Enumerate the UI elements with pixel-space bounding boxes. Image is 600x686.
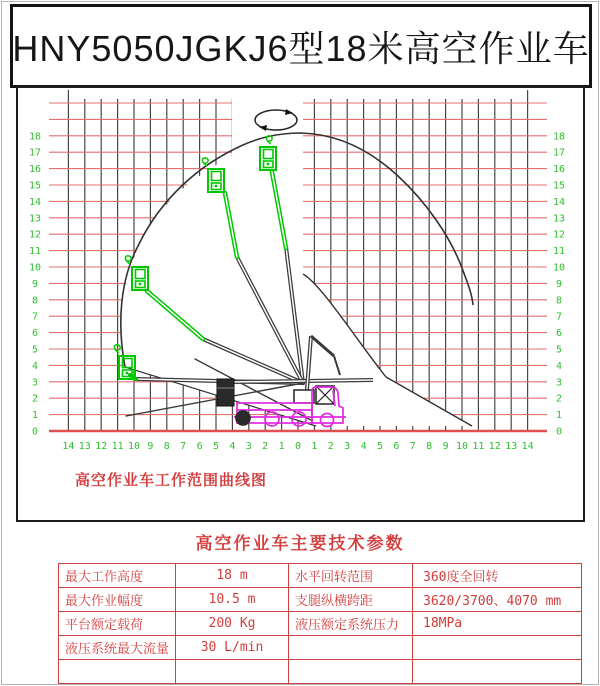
param-value — [413, 660, 582, 684]
svg-text:12: 12 — [95, 441, 108, 452]
param-value: 3620/3700、4070 mm — [413, 588, 582, 612]
svg-text:4: 4 — [555, 360, 563, 372]
svg-text:5: 5 — [555, 344, 563, 356]
svg-text:10: 10 — [127, 441, 141, 452]
param-label: 最大作业幅度 — [59, 588, 176, 612]
svg-text:0: 0 — [31, 426, 39, 438]
table-row — [59, 636, 582, 660]
table-row — [59, 588, 582, 612]
param-label: 液压额定系统压力 — [289, 612, 413, 636]
param-label: 液压系统最大流量 — [59, 636, 176, 660]
svg-text:18: 18 — [552, 131, 566, 143]
svg-text:14: 14 — [28, 196, 42, 208]
svg-text:10: 10 — [552, 262, 566, 274]
svg-text:8: 8 — [555, 295, 563, 307]
work-envelope-diagram — [18, 88, 583, 520]
svg-text:0: 0 — [294, 441, 302, 452]
svg-text:1: 1 — [31, 410, 39, 422]
svg-text:7: 7 — [180, 441, 187, 452]
svg-text:14: 14 — [552, 196, 566, 208]
page-title: HNY5050JGKJ6型18米高空作业车 — [12, 27, 590, 69]
svg-text:17: 17 — [28, 147, 42, 159]
svg-text:13: 13 — [505, 441, 518, 452]
svg-text:5: 5 — [31, 344, 39, 356]
y-axis-labels-right — [553, 131, 565, 437]
svg-text:9: 9 — [442, 441, 449, 452]
svg-text:18: 18 — [28, 131, 42, 143]
svg-text:13: 13 — [78, 441, 91, 452]
param-label — [59, 660, 176, 684]
parameters-table — [58, 563, 582, 684]
turret — [294, 390, 314, 403]
svg-text:9: 9 — [555, 278, 563, 290]
svg-text:7: 7 — [31, 311, 39, 323]
svg-text:4: 4 — [31, 360, 39, 372]
svg-text:16: 16 — [552, 164, 566, 176]
svg-text:12: 12 — [488, 441, 501, 452]
table-title: 高空作业车主要技术参数 — [195, 534, 405, 553]
svg-text:11: 11 — [28, 246, 42, 258]
param-value — [176, 660, 289, 684]
svg-text:4: 4 — [229, 441, 236, 452]
svg-text:14: 14 — [521, 441, 534, 452]
param-label: 最大工作高度 — [59, 564, 176, 588]
svg-text:2: 2 — [327, 441, 334, 452]
svg-text:2: 2 — [262, 441, 269, 452]
svg-text:10: 10 — [28, 262, 42, 274]
table-row — [59, 612, 582, 636]
x-axis-labels — [62, 441, 533, 452]
svg-text:14: 14 — [62, 441, 75, 452]
svg-text:8: 8 — [31, 295, 39, 307]
param-value: 30 L/min — [176, 636, 289, 660]
svg-text:3: 3 — [344, 441, 351, 452]
svg-text:3: 3 — [31, 377, 39, 389]
svg-text:7: 7 — [555, 311, 563, 323]
svg-text:13: 13 — [28, 213, 42, 225]
svg-text:2: 2 — [31, 393, 39, 405]
table-row — [59, 660, 582, 684]
svg-text:1: 1 — [278, 441, 285, 452]
param-value — [413, 636, 582, 660]
param-label — [289, 636, 413, 660]
param-value: 200 Kg — [176, 612, 289, 636]
param-value: 18 m — [176, 564, 289, 588]
envelope-region — [121, 98, 472, 426]
svg-text:7: 7 — [409, 441, 416, 452]
svg-text:9: 9 — [147, 441, 154, 452]
stowed-basket — [217, 379, 234, 406]
svg-text:9: 9 — [31, 278, 39, 290]
param-value: 18MPa — [413, 612, 582, 636]
svg-text:8: 8 — [163, 441, 170, 452]
svg-text:17: 17 — [552, 147, 566, 159]
param-label — [289, 660, 413, 684]
title-box — [10, 4, 592, 88]
svg-text:11: 11 — [472, 441, 485, 452]
diagram-box — [16, 86, 585, 522]
svg-text:4: 4 — [360, 441, 367, 452]
svg-text:3: 3 — [245, 441, 252, 452]
svg-text:5: 5 — [376, 441, 384, 452]
svg-text:1: 1 — [311, 441, 318, 452]
svg-text:6: 6 — [196, 441, 203, 452]
svg-text:15: 15 — [552, 180, 566, 192]
svg-text:6: 6 — [393, 441, 400, 452]
svg-text:2: 2 — [555, 393, 563, 405]
svg-text:11: 11 — [111, 441, 124, 452]
svg-text:16: 16 — [28, 164, 42, 176]
svg-text:6: 6 — [555, 328, 563, 340]
svg-text:0: 0 — [555, 426, 563, 438]
diagram-caption: 高空作业车工作范围曲线图 — [75, 471, 268, 489]
svg-text:8: 8 — [426, 441, 433, 452]
svg-text:12: 12 — [552, 229, 566, 241]
param-label: 支腿纵横跨距 — [289, 588, 413, 612]
svg-text:11: 11 — [552, 246, 566, 258]
param-value: 360度全回转 — [413, 564, 582, 588]
svg-text:15: 15 — [28, 180, 42, 192]
table-row — [59, 564, 582, 588]
param-label: 水平回转范围 — [289, 564, 413, 588]
svg-text:12: 12 — [28, 229, 42, 241]
svg-text:5: 5 — [212, 441, 220, 452]
wheel-rear — [236, 411, 250, 425]
param-label: 平台额定载荷 — [59, 612, 176, 636]
svg-text:3: 3 — [555, 377, 563, 389]
svg-text:13: 13 — [552, 213, 566, 225]
svg-text:10: 10 — [455, 441, 469, 452]
svg-text:6: 6 — [31, 328, 39, 340]
svg-text:1: 1 — [555, 410, 563, 422]
y-axis-labels-left — [29, 131, 41, 437]
param-value: 10.5 m — [176, 588, 289, 612]
